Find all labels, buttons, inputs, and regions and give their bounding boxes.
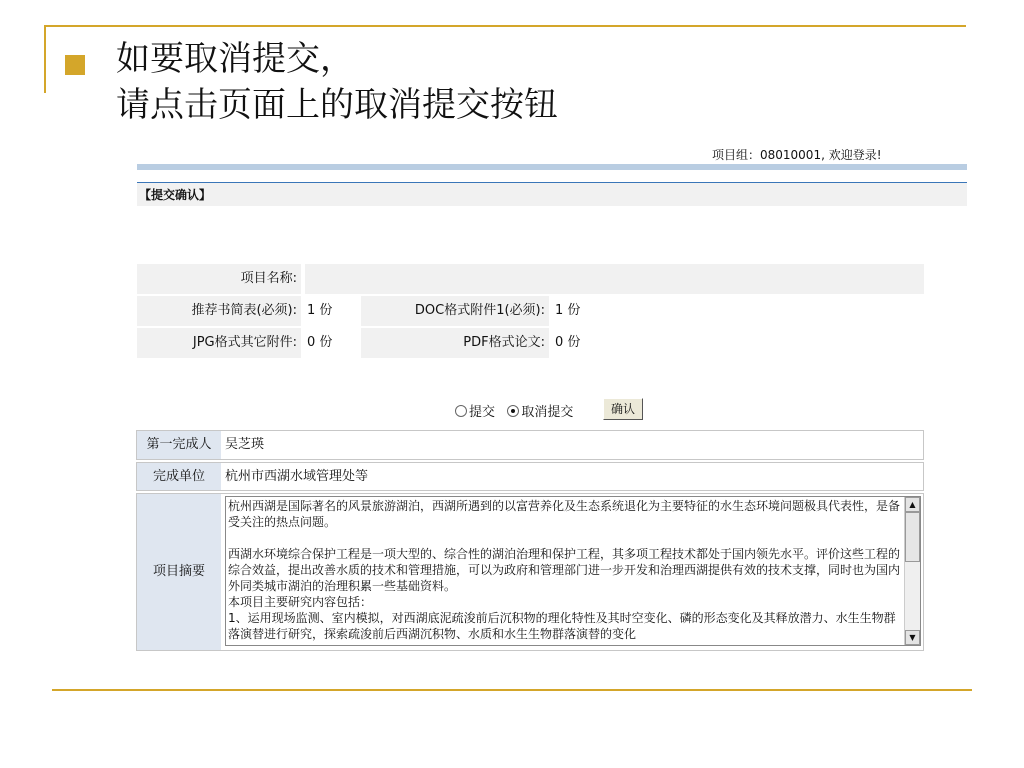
abstract-textarea[interactable] bbox=[225, 496, 921, 646]
submit-radio-label[interactable]: 提交 bbox=[469, 405, 496, 420]
project-detail-table bbox=[136, 430, 924, 653]
submit-radio-group[interactable] bbox=[455, 405, 499, 420]
top-rule bbox=[44, 25, 966, 27]
unit-label: 完成单位 bbox=[137, 463, 221, 490]
first-person-label: 第一完成人 bbox=[137, 431, 221, 459]
row-abstract bbox=[136, 493, 924, 651]
confirm-button[interactable]: 确认 bbox=[603, 398, 643, 420]
doc-label: DOC格式附件1(必须): bbox=[361, 296, 549, 326]
project-name-value bbox=[305, 264, 924, 294]
abstract-text: 杭州西湖是国际著名的风景旅游湖泊，西湖所遇到的以富营养化及生态系统退化为主要特征的水生态环境问题极具代表性，是备受关注的热点问题。 西湖水环境综合保护工程是一项大型的、综合性的湖泊治理和保护工程，其多项工程技术都处于国内领先水平。评价这些工程的综合效益，提出改善水质的技术和管理措施，可以为政府和管理部门进一步开发和治理西湖提供有效的技术支撑，同时也为国内外同类城市湖泊的治理积累一些基础资料。 本项目主要研究内容包括： 1、运用现场监测、室内模拟，对西湖底泥疏浚前后沉积物的理化特性及其时空变化、磷的形态变化及其释放潜力、水生生物群落演替进行研究，探索疏浚前后西湖沉积物、水质和水生生物群落演替的变化 bbox=[228, 499, 901, 641]
top-bar bbox=[137, 164, 967, 170]
submit-radio[interactable] bbox=[455, 405, 467, 417]
submit-options bbox=[455, 401, 573, 420]
jpg-value: 0 份 bbox=[307, 335, 333, 350]
row-unit bbox=[136, 462, 924, 491]
section-header bbox=[137, 182, 967, 206]
title-line-2: 请点击页面上的取消提交按钮 bbox=[116, 85, 558, 125]
section-header-label: 【提交确认】 bbox=[139, 188, 212, 202]
scroll-down-icon[interactable]: ▼ bbox=[905, 630, 920, 645]
recommend-value: 1 份 bbox=[307, 303, 333, 318]
title-line-1: 如要取消提交， bbox=[116, 39, 354, 79]
doc-value: 1 份 bbox=[555, 303, 581, 318]
row-attachments-1 bbox=[137, 296, 924, 328]
pdf-value: 0 份 bbox=[555, 335, 581, 350]
recommend-label: 推荐书简表(必须): bbox=[137, 296, 301, 326]
jpg-label: JPG格式其它附件: bbox=[137, 328, 301, 358]
cancel-submit-radio[interactable] bbox=[507, 405, 519, 417]
scroll-thumb[interactable] bbox=[905, 512, 920, 562]
row-project-name bbox=[137, 264, 924, 296]
bottom-rule bbox=[52, 689, 972, 691]
project-name-label: 项目名称: bbox=[137, 264, 301, 294]
row-attachments-2 bbox=[137, 328, 924, 360]
cancel-radio-group[interactable] bbox=[507, 405, 573, 420]
pdf-label: PDF格式论文: bbox=[361, 328, 549, 358]
unit-value: 杭州市西湖水域管理处等 bbox=[225, 469, 369, 484]
first-person-value: 吴芝瑛 bbox=[225, 437, 265, 452]
submission-info-table bbox=[137, 264, 924, 360]
row-first-person bbox=[136, 430, 924, 460]
left-rule bbox=[44, 25, 46, 93]
bullet-square-icon bbox=[65, 55, 85, 75]
slide-title bbox=[116, 36, 558, 128]
cancel-submit-radio-label[interactable]: 取消提交 bbox=[521, 405, 574, 420]
scroll-up-icon[interactable]: ▲ bbox=[905, 497, 920, 512]
abstract-scrollbar[interactable] bbox=[904, 497, 920, 645]
welcome-text: 项目组：08010001, 欢迎登录! bbox=[712, 148, 882, 162]
abstract-label: 项目摘要 bbox=[137, 494, 221, 650]
